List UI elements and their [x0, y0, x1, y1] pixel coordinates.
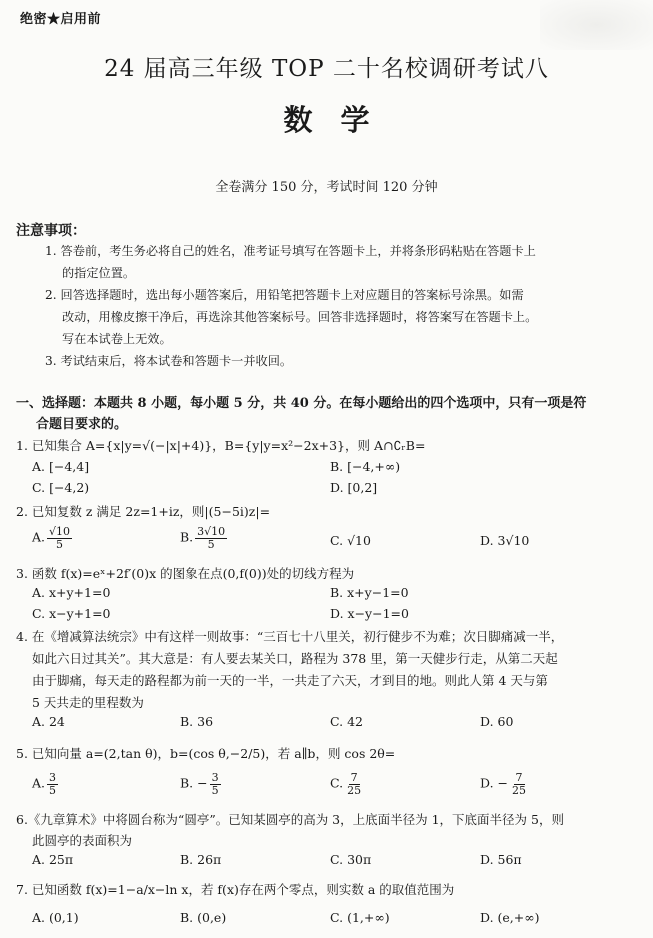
section-heading: 一、选择题：本题共 8 小题，每小题 5 分，共 40 分。在每小题给出的四个选项中，只有一项是符: [16, 396, 587, 411]
notice-line: 3. 考试结束后，将本试卷和答题卡一并收回。: [45, 354, 293, 368]
question-4-line: 5 天共走的里程数为: [32, 695, 144, 710]
q6-option-d: D. 56π: [480, 852, 522, 867]
question-5-stem: 5. 已知向量 a=(2,tan θ)，b=(cos θ,−2/5)，若 a∥b，则 cos 2θ=: [16, 746, 396, 761]
notice-line: 2. 回答选择题时，选出每小题答案后，用铅笔把答题卡上对应题目的答案标号涂黑。如需: [45, 288, 524, 302]
subject-title: 数学: [283, 103, 398, 137]
q1-option-a: A. [−4,4]: [32, 459, 90, 474]
score-time-line: 全卷满分 150 分，考试时间 120 分钟: [215, 180, 438, 195]
section-heading-cont: 合题目要求的。: [36, 417, 128, 432]
q1-option-d: D. [0,2]: [330, 480, 378, 495]
question-4-line: 如此六日过其关”。其大意是：有人要去某关口，路程为 378 里，第一天健步行走，从第二天起: [32, 651, 558, 666]
question-3-stem: 3. 函数 f(x)=eˣ+2f′(0)x 的图象在点(0,f(0))处的切线方程为: [16, 566, 355, 581]
q4-option-d: D. 60: [480, 714, 514, 729]
q3-option-d: D. x−y−1=0: [330, 606, 409, 621]
q4-option-c: C. 42: [330, 714, 363, 729]
q3-option-b: B. x+y−1=0: [330, 585, 409, 600]
paper-stain: [540, 0, 653, 50]
q2-option-d: D. 3√10: [480, 533, 530, 548]
notice-line: 写在本试卷上无效。: [62, 332, 172, 346]
q5-option-d: D. − $\frac{7}{25}$: [480, 771, 526, 797]
q2-option-b: B. $\frac{3√10}{5}$: [180, 525, 226, 551]
q3-option-a: A. x+y+1=0: [32, 585, 111, 600]
q7-option-d: D. (e,+∞): [480, 910, 540, 925]
question-4-line: 4. 在《增减算法统宗》中有这样一则故事：“三百七十八里关，初行健步不为难；次日脚痛减一半，: [16, 629, 564, 644]
question-2-stem: 2. 已知复数 z 满足 2z=1+iz，则|(5−5i)z|=: [16, 504, 271, 519]
question-1-stem: 1. 已知集合 A={x|y=√(−|x|+4)}，B={y|y=x²−2x+3}，则 A∩∁ᵣB=: [16, 438, 426, 453]
q1-option-b: B. [−4,+∞): [330, 459, 401, 474]
notice-line: 1. 答卷前，考生务必将自己的姓名，准考证号填写在答题卡上，并将条形码粘贴在答题卡上: [45, 244, 536, 258]
question-4-line: 由于脚痛，每天走的路程都为前一天的一半，一共走了六天，才到目的地。则此人第 4 天与第: [32, 673, 548, 688]
q5-option-b: B. − $\frac{3}{5}$: [180, 771, 219, 797]
q4-option-a: A. 24: [32, 714, 65, 729]
q5-option-c: C. $\frac{7}{25}$: [330, 771, 362, 797]
q2-option-c: C. √10: [330, 533, 371, 548]
q7-option-b: B. (0,e): [180, 910, 227, 925]
notice-line: 改动，用橡皮擦干净后，再选涂其他答案标号。回答非选择题时，将答案写在答题卡上。: [62, 310, 538, 324]
question-7-stem: 7. 已知函数 f(x)=1−a/x−ln x，若 f(x)存在两个零点，则实数 a 的取值范围为: [16, 882, 455, 897]
q5-option-a: A. $\frac{3}{5}$: [32, 771, 57, 797]
q6-option-a: A. 25π: [32, 852, 74, 867]
q6-option-b: B. 26π: [180, 852, 222, 867]
q2-option-a: A. $\frac{√10}{5}$: [32, 525, 71, 551]
q1-option-c: C. [−4,2): [32, 480, 90, 495]
notice-line: 的指定位置。: [62, 266, 136, 280]
exam-title: 24 届高三年级 TOP 二十名校调研考试八: [104, 56, 549, 82]
notice-heading: 注意事项：: [16, 223, 86, 239]
q7-option-a: A. (0,1): [32, 910, 79, 925]
q3-option-c: C. x−y+1=0: [32, 606, 111, 621]
q7-option-c: C. (1,+∞): [330, 910, 390, 925]
q6-option-c: C. 30π: [330, 852, 372, 867]
confidential-label: 绝密★启用前: [20, 12, 102, 27]
question-6-line: 6.《九章算术》中将圆台称为“圆亭”。已知某圆亭的高为 3，上底面半径为 1，下底面半径为 5，则: [16, 812, 564, 827]
question-6-line: 此圆亭的表面积为: [32, 833, 133, 848]
q4-option-b: B. 36: [180, 714, 214, 729]
